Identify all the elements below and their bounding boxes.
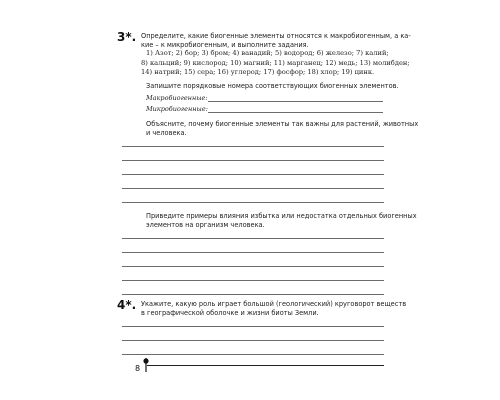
explain-question-line-2: и человека. (146, 129, 187, 137)
task-4-answer-line[interactable] (122, 326, 384, 327)
explain-answer-line[interactable] (122, 202, 384, 203)
explain-answer-line[interactable] (122, 160, 384, 161)
footer-rule (147, 365, 384, 366)
page-number: 8 (135, 364, 141, 373)
task-3-question-line-2: кие – к микробиогенным, и выполните задания. (141, 41, 309, 49)
elements-list-line-3: 14) натрий; 15) сера; 16) углерод; 17) фосфор; 18) хлор; 19) цинк. (141, 68, 375, 76)
explain-answer-line[interactable] (122, 146, 384, 147)
macro-label: Макробиогенные: (146, 94, 208, 102)
task-4-number: 4*. (117, 298, 137, 312)
task-4-answer-line[interactable] (122, 340, 384, 341)
explain-answer-line[interactable] (122, 174, 384, 175)
task-3-question-line-1: Определите, какие биогенные элементы относятся к макробиогенным, а ка- (141, 32, 411, 40)
examples-answer-line[interactable] (122, 238, 384, 239)
examples-question-line-2: элементов на организм человека. (146, 221, 265, 229)
task-4-question-line-1: Укажите, какую роль играет большой (геологический) круговорот веществ (141, 300, 407, 308)
task-3-number: 3*. (117, 30, 137, 44)
examples-answer-line[interactable] (122, 252, 384, 253)
elements-list-line-2: 8) кальций; 9) кислород; 10) магний; 11) марганец; 12) медь; 13) молибден; (141, 58, 410, 67)
micro-answer-line[interactable] (208, 112, 383, 113)
instruction-text: Запишите порядковые номера соответствующих биогенных элементов. (146, 82, 399, 90)
examples-answer-line[interactable] (122, 294, 384, 295)
macro-answer-line[interactable] (208, 101, 383, 102)
examples-question-line-1: Приведите примеры влияния избытка или недостатка отдельных биогенных (146, 212, 417, 220)
examples-answer-line[interactable] (122, 266, 384, 267)
examples-answer-line[interactable] (122, 280, 384, 281)
page-marker-icon (142, 357, 150, 373)
task-4-answer-line[interactable] (122, 354, 384, 355)
task-4-question-line-2: в географической оболочке и жизни биоты Земли. (141, 309, 319, 317)
elements-list-line-1: 1) Азот; 2) бор; 3) бром; 4) ванадий; 5) водород; 6) железо; 7) калий; (146, 49, 389, 57)
explain-question-line-1: Объясните, почему биогенные элементы так важны для растений, животных (146, 120, 419, 128)
micro-label: Микробиогенные: (146, 105, 208, 113)
explain-answer-line[interactable] (122, 188, 384, 189)
